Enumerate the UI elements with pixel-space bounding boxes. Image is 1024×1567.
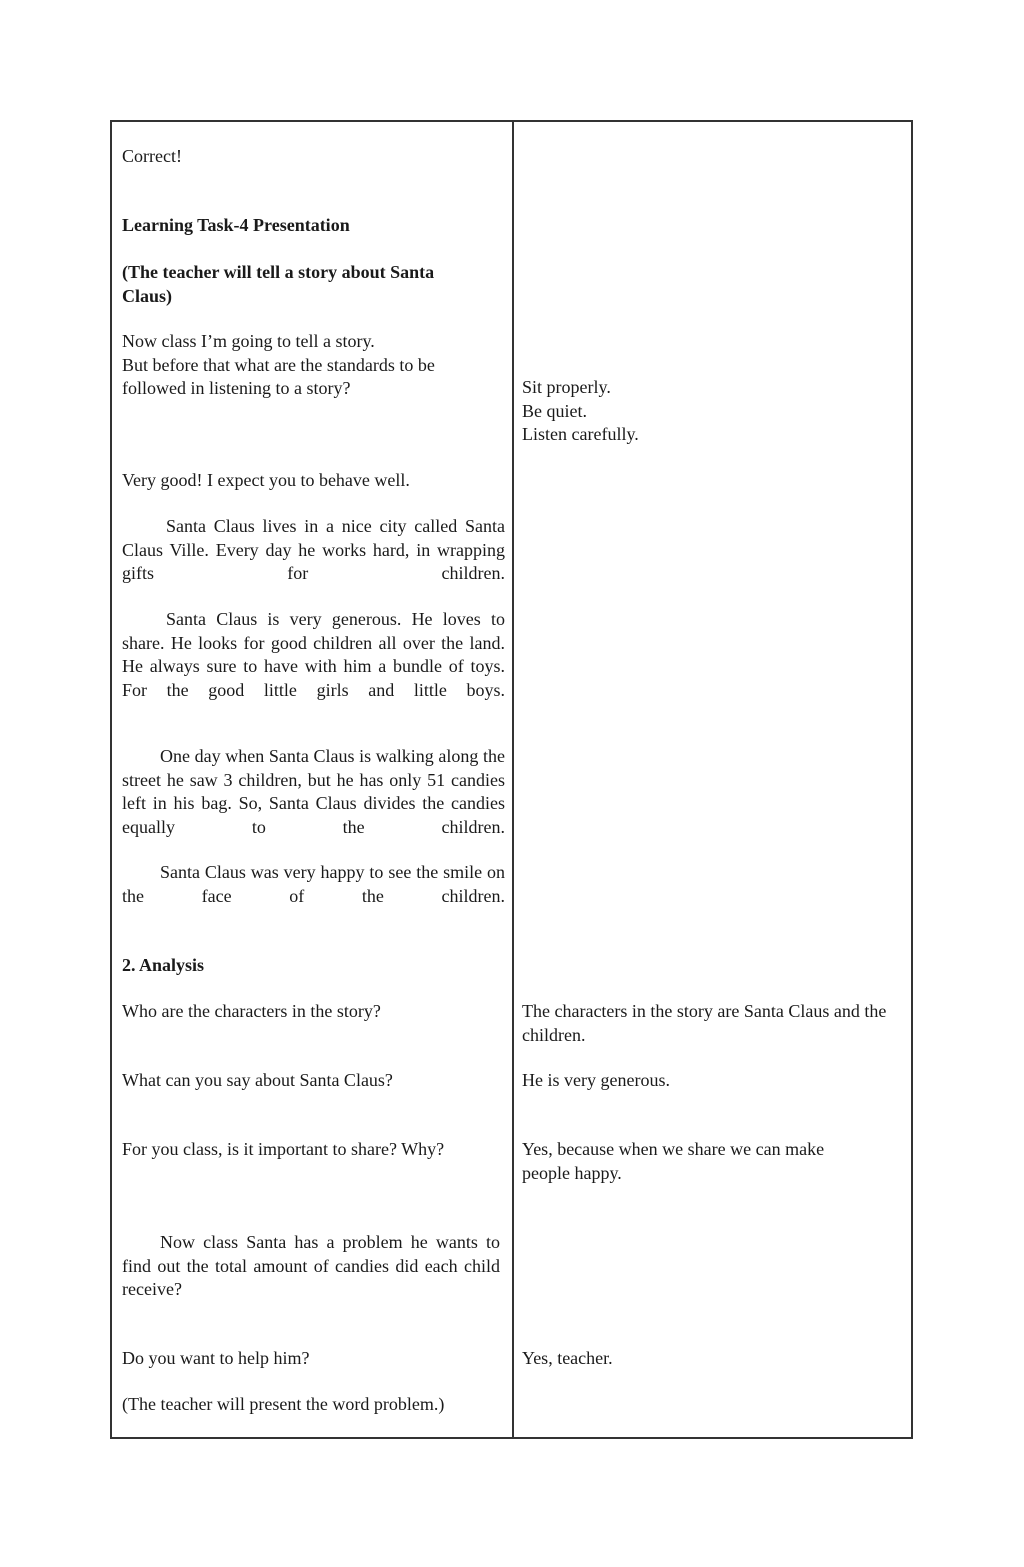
answer-help: Yes, teacher. — [522, 1348, 613, 1368]
question-santa: What can you say about Santa Claus? — [122, 1070, 393, 1090]
present-note: (The teacher will present the word problem.) — [122, 1394, 445, 1414]
story-note: (The teacher will tell a story about Santa Claus) — [122, 262, 435, 306]
question-help: Do you want to help him? — [122, 1348, 310, 1368]
question-share: For you class, is it important to share? Why? — [122, 1139, 445, 1159]
standards-list — [522, 376, 902, 447]
lesson-plan-table — [110, 120, 913, 1439]
standard-item: Be quiet. — [522, 400, 587, 421]
standard-item: Sit properly. — [522, 377, 611, 397]
story-paragraph-2: Santa Claus is very generous. He loves to share. He looks for good children all over the land. He always sure to have with him a bundle of toys. For the good little girls and little boys. — [122, 609, 505, 700]
answer-share: Yes, because when we share we can make people happy. — [522, 1139, 825, 1183]
standard-item: Listen carefully. — [522, 424, 639, 444]
problem-text: Now class Santa has a problem he wants to find out the total amount of candies did each child receive? — [122, 1232, 500, 1299]
correct-text: Correct! — [122, 146, 182, 166]
intro-line-2: But before that what are the standards to be followed in listening to a story? — [122, 354, 435, 398]
intro-line-1: Now class I’m going to tell a story. — [122, 331, 375, 351]
story-paragraph-4: Santa Claus was very happy to see the smile on the face of the children. — [122, 862, 505, 906]
story-intro — [122, 330, 505, 401]
analysis-title: 2. Analysis — [122, 955, 205, 975]
column-divider — [512, 122, 514, 1437]
task-title: Learning Task-4 Presentation — [122, 215, 350, 235]
answer-characters: The characters in the story are Santa Claus and the children. — [522, 1001, 887, 1045]
answer-santa: He is very generous. — [522, 1070, 670, 1090]
very-good-text: Very good! I expect you to behave well. — [122, 470, 410, 490]
story-paragraph-1: Santa Claus lives in a nice city called Santa Claus Ville. Every day he works hard, in wrapping gifts for children. — [122, 516, 505, 583]
question-characters: Who are the characters in the story? — [122, 1001, 381, 1021]
story-paragraph-3: One day when Santa Claus is walking along the street he saw 3 children, but he has only 51 candies left in his bag. So, Santa Claus divides the candies equally to the children. — [122, 746, 505, 837]
